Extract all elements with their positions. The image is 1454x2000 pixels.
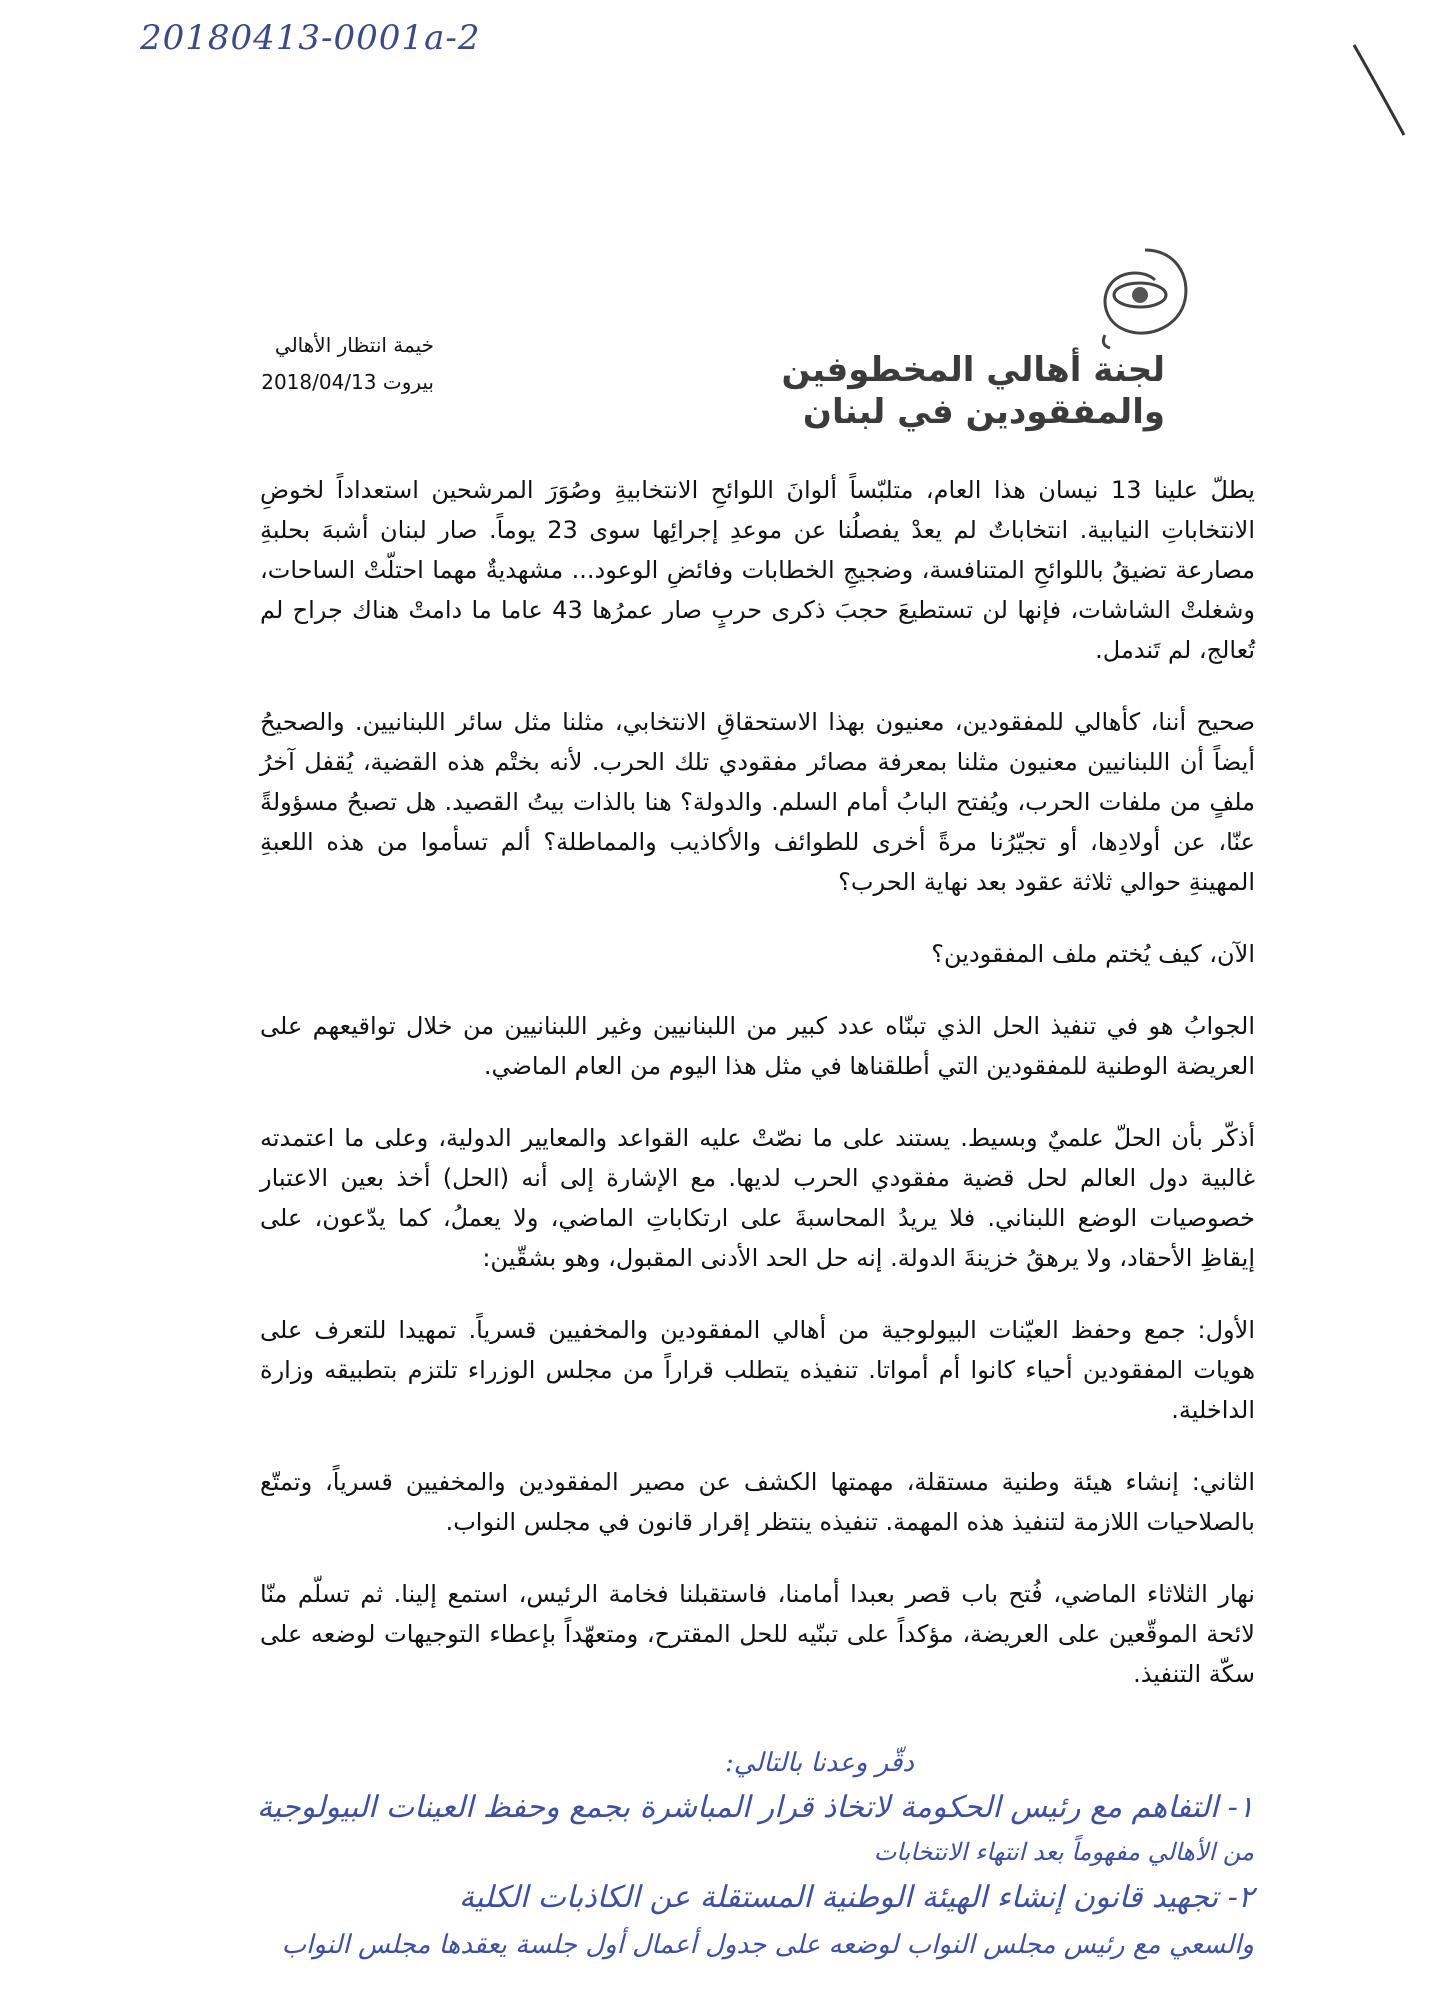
handwritten-item-1-line-2: من الأهالي مفهوماً بعد انتهاء الانتخابات <box>873 1838 1254 1866</box>
handwritten-item-2-text: تجهيد قانون إنشاء الهيئة الوطنية المستقلة عن الكاذبات الكلية <box>459 1880 1219 1915</box>
paragraph: صحيح أننا، كأهالي للمفقودين، معنيون بهذا الاستحقاقِ الانتخابي، مثلنا مثل سائر اللبنانيين. والصحيحُ أيضاً أن اللبنانيين معنيون مثلنا بمعرفة مصائر مفقودي تلك الحرب. لأنه بختْم هذه القضية، يُقفل آخرُ ملفٍ من ملفات الحرب، ويُفتح البابُ أمام السلم. والدولة؟ هنا بالذات بيتُ القصيد. هل تصبحُ مسؤولةً عنّا، عن أولادِها، أو تجيّرُنا مرةً أخرى للطوائف والأكاذيب والمماطلة؟ ألم تسأموا من هذه اللعبةِ المهينةِ حوالي ثلاثة عقود بعد نهاية الحرب؟ <box>260 708 1255 896</box>
paragraph: نهار الثلاثاء الماضي، فُتح باب قصر بعبدا أمامنا، فاستقبلنا فخامة الرئيس، استمع إلينا. ثم تسلّم منّا لائحة الموقّعين على العريضة، مؤكداً على تبنّيه للحل المقترح، ومتعهّداً بإعطاء التوجيهات لوضعه على سكّة التنفيذ. <box>260 1580 1255 1688</box>
logo-text-line-1: لجنة أهالي المخطوفين <box>781 350 1165 390</box>
paragraph: يطلّ علينا 13 نيسان هذا العام، متلبّساً ألوانَ اللوائحِ الانتخابيةِ وصُوَرَ المرشحين استعداداً لخوضِ الانتخاباتِ النيابية. انتخاباتٌ لم يعدْ يفصلُنا عن موعدِ إجرائِها سوى 23 يوماً. صار لبنان أشبهَ بحلبةِ مصارعة تضيقُ باللوائحِ المتنافسة، وضجيجِ الخطابات وفائضِ الوعود... مشهديةٌ مهما احتلّتْ الساحات، وشغلتْ الشاشات، فإنها لن تستطيعَ حجبَ ذكرى حربٍ صار عمرُها 43 عاما ما دامتْ هناك جراح لم تُعالج، لم تَندمل. <box>260 476 1255 664</box>
paragraph: الثاني: إنشاء هيئة وطنية مستقلة، مهمتها الكشف عن مصير المفقودين والمخفيين قسرياً، وتمتّع بالصلاحيات اللازمة لتنفيذ هذه المهمة. تنفيذه ينتظر إقرار قانون في مجلس النواب. <box>260 1468 1255 1536</box>
handwritten-item-2-line-1 <box>459 1880 1254 1915</box>
header-place: خيمة انتظار الأهالي <box>274 333 434 357</box>
handwritten-item-2-number: ٢- <box>1227 1880 1254 1915</box>
handwritten-item-1-line-1 <box>257 1790 1254 1825</box>
paragraph: الأول: جمع وحفظ العيّنات البيولوجية من أهالي المفقودين والمخفيين قسرياً. تمهيدا للتعرف على هويات المفقودين أحياء كانوا أم أمواتا. تنفيذه يتطلب قراراً من مجلس الوزراء تلتزم بتطبيقه وزارة الداخلية. <box>260 1316 1255 1424</box>
header-date: بيروت 2018/04/13 <box>261 370 434 394</box>
logo-text-line-2: والمفقودين في لبنان <box>802 392 1165 432</box>
pen-mark-icon <box>1344 40 1414 140</box>
eye-spiral-icon <box>1090 240 1200 350</box>
committee-logo <box>781 240 1220 440</box>
paragraph: الآن، كيف يُختم ملف المفقودين؟ <box>931 940 1255 968</box>
letter-body <box>260 470 1255 1726</box>
handwritten-item-1-number: ١- <box>1227 1790 1254 1825</box>
paragraph: أذكّر بأن الحلّ علميٌ وبسيط. يستند على ما نصّتْ عليه القواعد والمعايير الدولية، وعلى ما اعتمدته غالبية دول العالم لحل قضية مفقودي الحرب لديها. مع الإشارة إلى أنه (الحل) أخذ بعين الاعتبار خصوصيات الوضع اللبناني. فلا يريدُ المحاسبةَ على ارتكاباتِ الماضي، ولا يعملُ، كما يدّعون، على إيقاظِ الأحقاد، ولا يرهقُ خزينةَ الدولة. إنه حل الحد الأدنى المقبول، وهو بشقّين: <box>260 1124 1255 1272</box>
paragraph: الجوابُ هو في تنفيذ الحل الذي تبنّاه عدد كبير من اللبنانيين وغير اللبنانيين من خلال تواقيعهم على العريضة الوطنية للمفقودين التي أطلقناها في مثل هذا اليوم من العام الماضي. <box>260 1012 1255 1080</box>
handwritten-intro: دقّر وعدنا بالتالي: <box>725 1748 914 1778</box>
handwritten-item-2-line-2: والسعي مع رئيس مجلس النواب لوضعه على جدول أعمال أول جلسة يعقدها مجلس النواب <box>281 1930 1254 1960</box>
handwritten-item-1-text: التفاهم مع رئيس الحكومة لاتخاذ قرار المباشرة بجمع وحفظ العينات البيولوجية <box>256 1790 1219 1825</box>
handwritten-reference-number: 20180413-0001a-2 <box>140 18 481 58</box>
